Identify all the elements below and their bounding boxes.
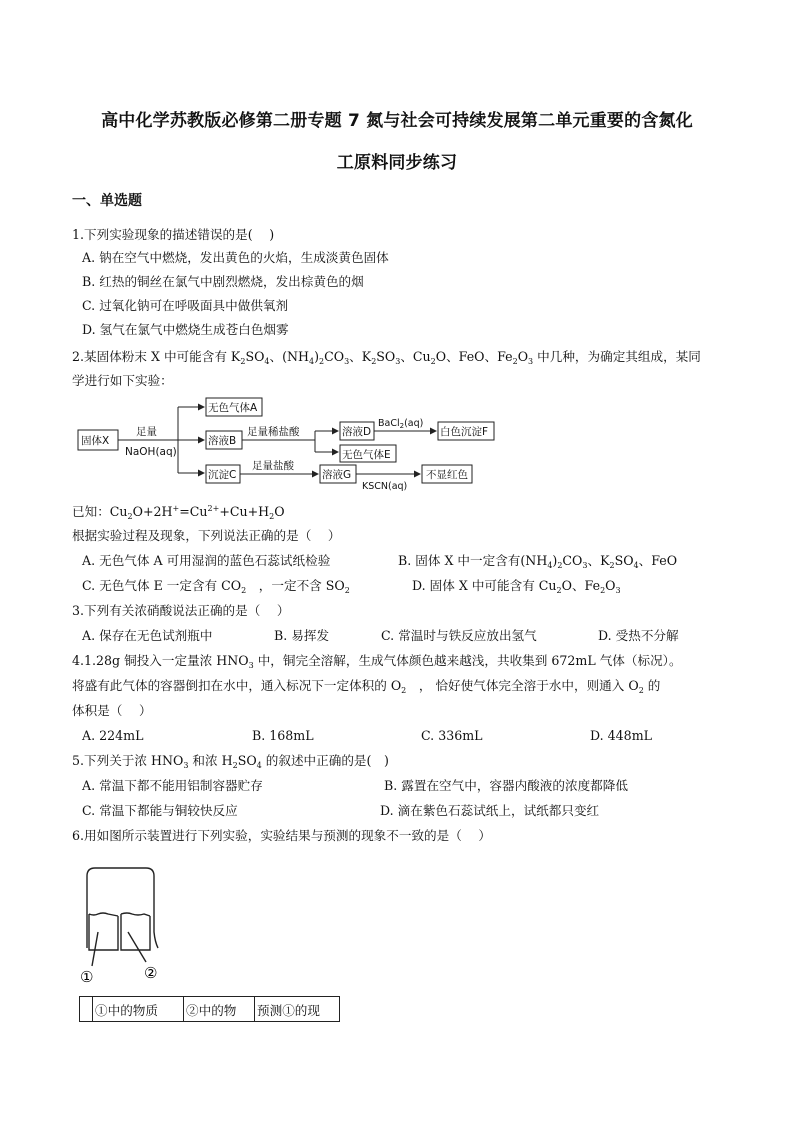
leader-line-1 [92, 932, 98, 966]
label-solution-g: 溶液G [322, 469, 352, 481]
question-3-stem: 3.下列有关浓硝酸说法正确的是（ ） [72, 603, 290, 618]
label-excess-dilute-hcl: 足量稀盐酸 [247, 426, 300, 438]
label-excess: 足量 [136, 426, 157, 438]
question-4-line-1: 4.1.28g 铜投入一定量浓 $HNO_3$ 中，铜完全溶解，生成气体颜色越来越浅，共收集到 672mL 气体（标况）。 [72, 653, 682, 670]
q5-option-b: B. 露置在空气中，容器内酸液的浓度都降低 [384, 778, 628, 793]
table-header-cell: ①中的物质 [93, 997, 184, 1022]
question-1-stem: 1.下列实验现象的描述错误的是( ) [72, 227, 275, 242]
title-line-2-text: 工原料同步练习 [336, 153, 458, 173]
question-5-stem: 5.下列关于浓 $HNO_3$ 和浓 $H_2SO_4$ 的叙述中正确的是( ) [72, 753, 389, 770]
label-white-ppt-f: 白色沉淀F [440, 426, 489, 438]
q1-option-b: B. 红热的铜丝在氯气中剧烈燃烧，发出棕黄色的烟 [82, 274, 364, 289]
question-2-stem: 2.某固体粉末 X 中可能含有 $K_2SO_4$、$(NH_4)_2CO_3$、$K_2SO_3$、$Cu_2O$、FeO、$Fe_2O_3$ 中几种，为确定其组成，某同 [72, 349, 701, 366]
experiment-flow-diagram [70, 395, 510, 499]
q3-option-d: D. 受热不分解 [598, 628, 679, 643]
label-excess-hcl: 足量盐酸 [252, 460, 294, 472]
label-gas-e: 无色气体E [342, 449, 391, 461]
q2-ask: 根据实验过程及现象，下列说法正确的是（ ） [72, 528, 341, 543]
label-solution-d: 溶液D [342, 426, 372, 438]
q2-known: 已知：$Cu_2O+2H^+=Cu^{2+}+Cu+H_2O$ [72, 504, 285, 521]
page-title-line-2 [70, 148, 724, 173]
table-cell-empty [80, 997, 93, 1022]
q3-option-b: B. 易挥发 [274, 628, 330, 643]
section-heading: 一、单选题 [72, 193, 142, 209]
q4-option-b: B. 168mL [252, 728, 314, 743]
label-solution-b: 溶液B [208, 435, 237, 447]
q1-option-d: D. 氢气在氯气中燃烧生成苍白色烟雾 [82, 322, 289, 337]
q4-option-a: A. 224mL [82, 728, 144, 743]
q2-option-d: D. 固体 X 中可能含有 $Cu_2O$、$Fe_2O_3$ [412, 578, 621, 595]
page-title [70, 106, 724, 131]
label-naoh: NaOH(aq) [125, 446, 177, 458]
q5-option-c: C. 常温下都能与铜较快反应 [82, 803, 238, 818]
question-6-stem: 6.用如图所示装置进行下列实验，实验结果与预测的现象不一致的是（ ） [72, 828, 492, 843]
label-gas-a: 无色气体A [208, 402, 258, 414]
q5-option-d: D. 滴在紫色石蕊试纸上，试纸都只变红 [380, 803, 600, 818]
label-kscn: KSCN(aq) [362, 481, 408, 492]
q3-option-c: C. 常温时与铁反应放出氢气 [381, 628, 537, 643]
beaker-1 [89, 913, 118, 950]
table-header-cell: 预测①的现 [255, 997, 340, 1022]
q4-option-d: D. 448mL [590, 728, 652, 743]
question-2-stem-line-2: 学进行如下实验： [72, 373, 173, 388]
q4-option-c: C. 336mL [421, 728, 483, 743]
label-beaker-1: ① [80, 968, 94, 986]
q2-option-a: A. 无色气体 A 可用湿润的蓝色石蕊试纸检验 [82, 553, 331, 568]
q1-option-c: C. 过氧化钠可在呼吸面具中做供氧剂 [82, 298, 289, 313]
table-header-cell: ②中的物 [184, 997, 255, 1022]
q1-option-a: A. 钠在空气中燃烧，发出黄色的火焰，生成淡黄色固体 [82, 250, 389, 265]
q3-option-a: A. 保存在无色试剂瓶中 [82, 628, 213, 643]
title-line-1: 高中化学苏教版必修第二册专题 7 氮与社会可持续发展第二单元重要的含氮化 [101, 111, 693, 131]
q6-table [79, 996, 340, 1022]
label-not-red: 不显红色 [426, 469, 468, 481]
apparatus-diagram [80, 862, 180, 990]
question-4-line-2: 将盛有此气体的容器倒扣在水中，通入标况下一定体积的 $O_2$ ， 恰好使气体完全溶于水中，则通入 $O_2$ 的 [72, 678, 661, 695]
q2-option-c: C. 无色气体 E 一定含有 $CO_2$ ，一定不含 $SO_2$ [82, 578, 350, 595]
leader-line-2 [128, 932, 146, 962]
label-solid-x: 固体X [81, 435, 110, 447]
q2-option-b: B. 固体 X 中一定含有$(NH_4)_2CO_3$、$K_2SO_4$、FeO [398, 553, 678, 570]
label-beaker-2: ② [144, 964, 158, 982]
q5-option-a: A. 常温下都不能用铝制容器贮存 [82, 778, 263, 793]
label-bacl2: BaCl$_2$(aq) [378, 418, 424, 430]
label-ppt-c: 沉淀C [208, 469, 237, 481]
question-4-line-3: 体积是（ ） [72, 703, 152, 718]
table-row [80, 997, 340, 1022]
